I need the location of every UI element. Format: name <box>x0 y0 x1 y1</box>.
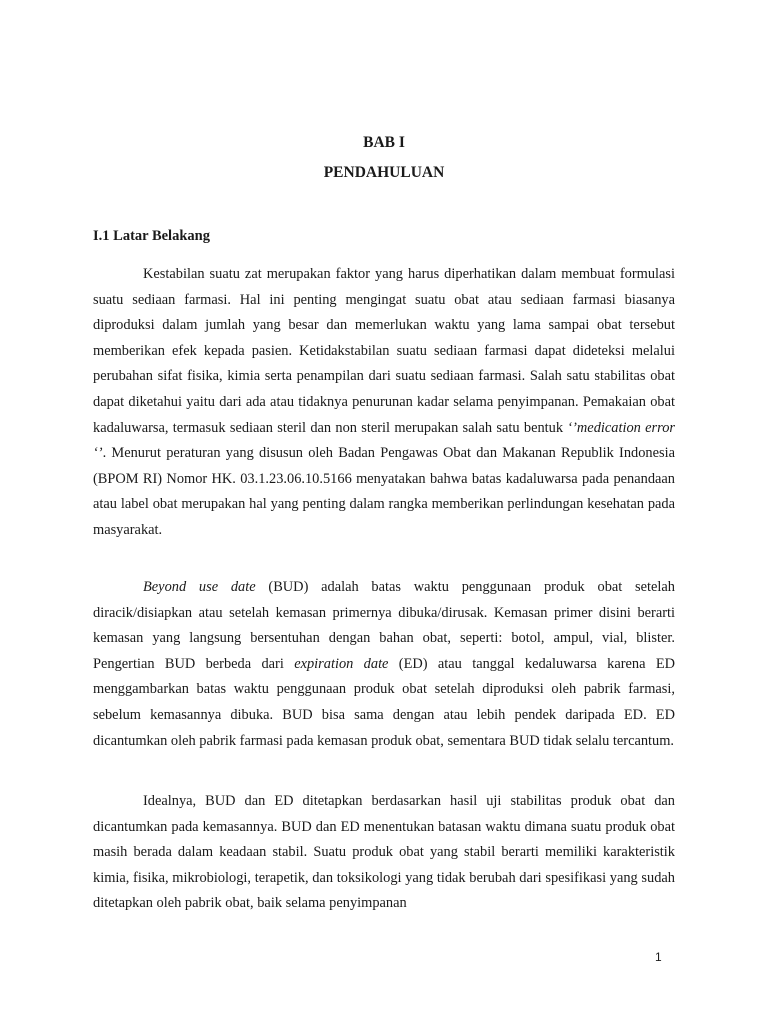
paragraph-3-text: Idealnya, BUD dan ED ditetapkan berdasarkan hasil uji stabilitas produk obat dan dicantumkan pada kemasannya. BUD dan ED menentukan batasan waktu dimana suatu produk obat masih berada dalam keadaan stabil. Suatu produk obat yang stabil berarti memiliki karakteristik kimia, fisika, mikrobiologi, terapetik, dan toksikologi yang tidak berubah dari spesifikasi yang sudah ditetapkan oleh pabrik obat, baik selama penyimpanan <box>93 793 675 912</box>
paragraph-2-emphasis-2: expiration date <box>294 655 389 672</box>
paragraph-1-emphasis: ‘’medication error ‘’ <box>93 419 675 462</box>
section-heading: I.1 Latar Belakang <box>93 228 210 244</box>
paragraph-1-text-a: Kestabilan suatu zat merupakan faktor yang harus diperhatikan dalam membuat formulasi suatu sediaan farmasi. Hal ini penting mengingat suatu obat atau sediaan farmasi biasanya diproduksi dalam jumlah yang besar dan memerlukan waktu yang lama sampai obat tersebut memberikan efek kepada pasien. Ketidakstabilan suatu sediaan farmasi dapat dideteksi melalui perubahan sifat fisika, kimia serta penampilan dari suatu sediaan farmasi. Salah satu stabilitas obat dapat diketahui yaitu dari ada atau tidaknya penurunan kadar selama penyimpanan. Pemakaian obat kadaluwarsa, termasuk sediaan steril dan non steril merupakan salah satu bentuk <box>93 266 675 436</box>
paragraph-1 <box>93 262 675 544</box>
page-number: 1 <box>655 950 662 964</box>
paragraph-2-text-a: (BUD) adalah batas waktu penggunaan produk obat setelah diracik/disiapkan atau setelah kemasan primernya dibuka/dirusak. Kemasan primer disini berarti kemasan yang langsung bersentuhan dengan bahan obat, seperti: botol, ampul, vial, blister. Pengertian BUD berbeda dari <box>93 579 675 672</box>
paragraph-2-text-b: (ED) atau tanggal kedaluwarsa karena ED menggambarkan batas waktu penggunaan produk obat setelah diproduksi oleh pabrik farmasi, sebelum kemasannya dibuka. BUD bisa sama dengan atau lebih pendek daripada ED. ED dicantumkan oleh pabrik farmasi pada kemasan produk obat, sementara BUD tidak selalu tercantum. <box>93 655 675 749</box>
paragraph-2 <box>93 575 675 754</box>
paragraph-2-emphasis-1: Beyond use date <box>143 579 256 595</box>
chapter-number: BAB I <box>363 134 405 151</box>
chapter-title: PENDAHULUAN <box>323 164 445 181</box>
paragraph-3 <box>93 789 675 917</box>
paragraph-1-text-b: . Menurut peraturan yang disusun oleh Badan Pengawas Obat dan Makanan Republik Indonesia (BPOM RI) Nomor HK. 03.1.23.06.10.5166 menyatakan bahwa batas kadaluwarsa pada penandaan atau label obat merupakan hal yang penting dalam rangka memberikan perlindungan kesehatan pada masyarakat. <box>93 445 675 538</box>
